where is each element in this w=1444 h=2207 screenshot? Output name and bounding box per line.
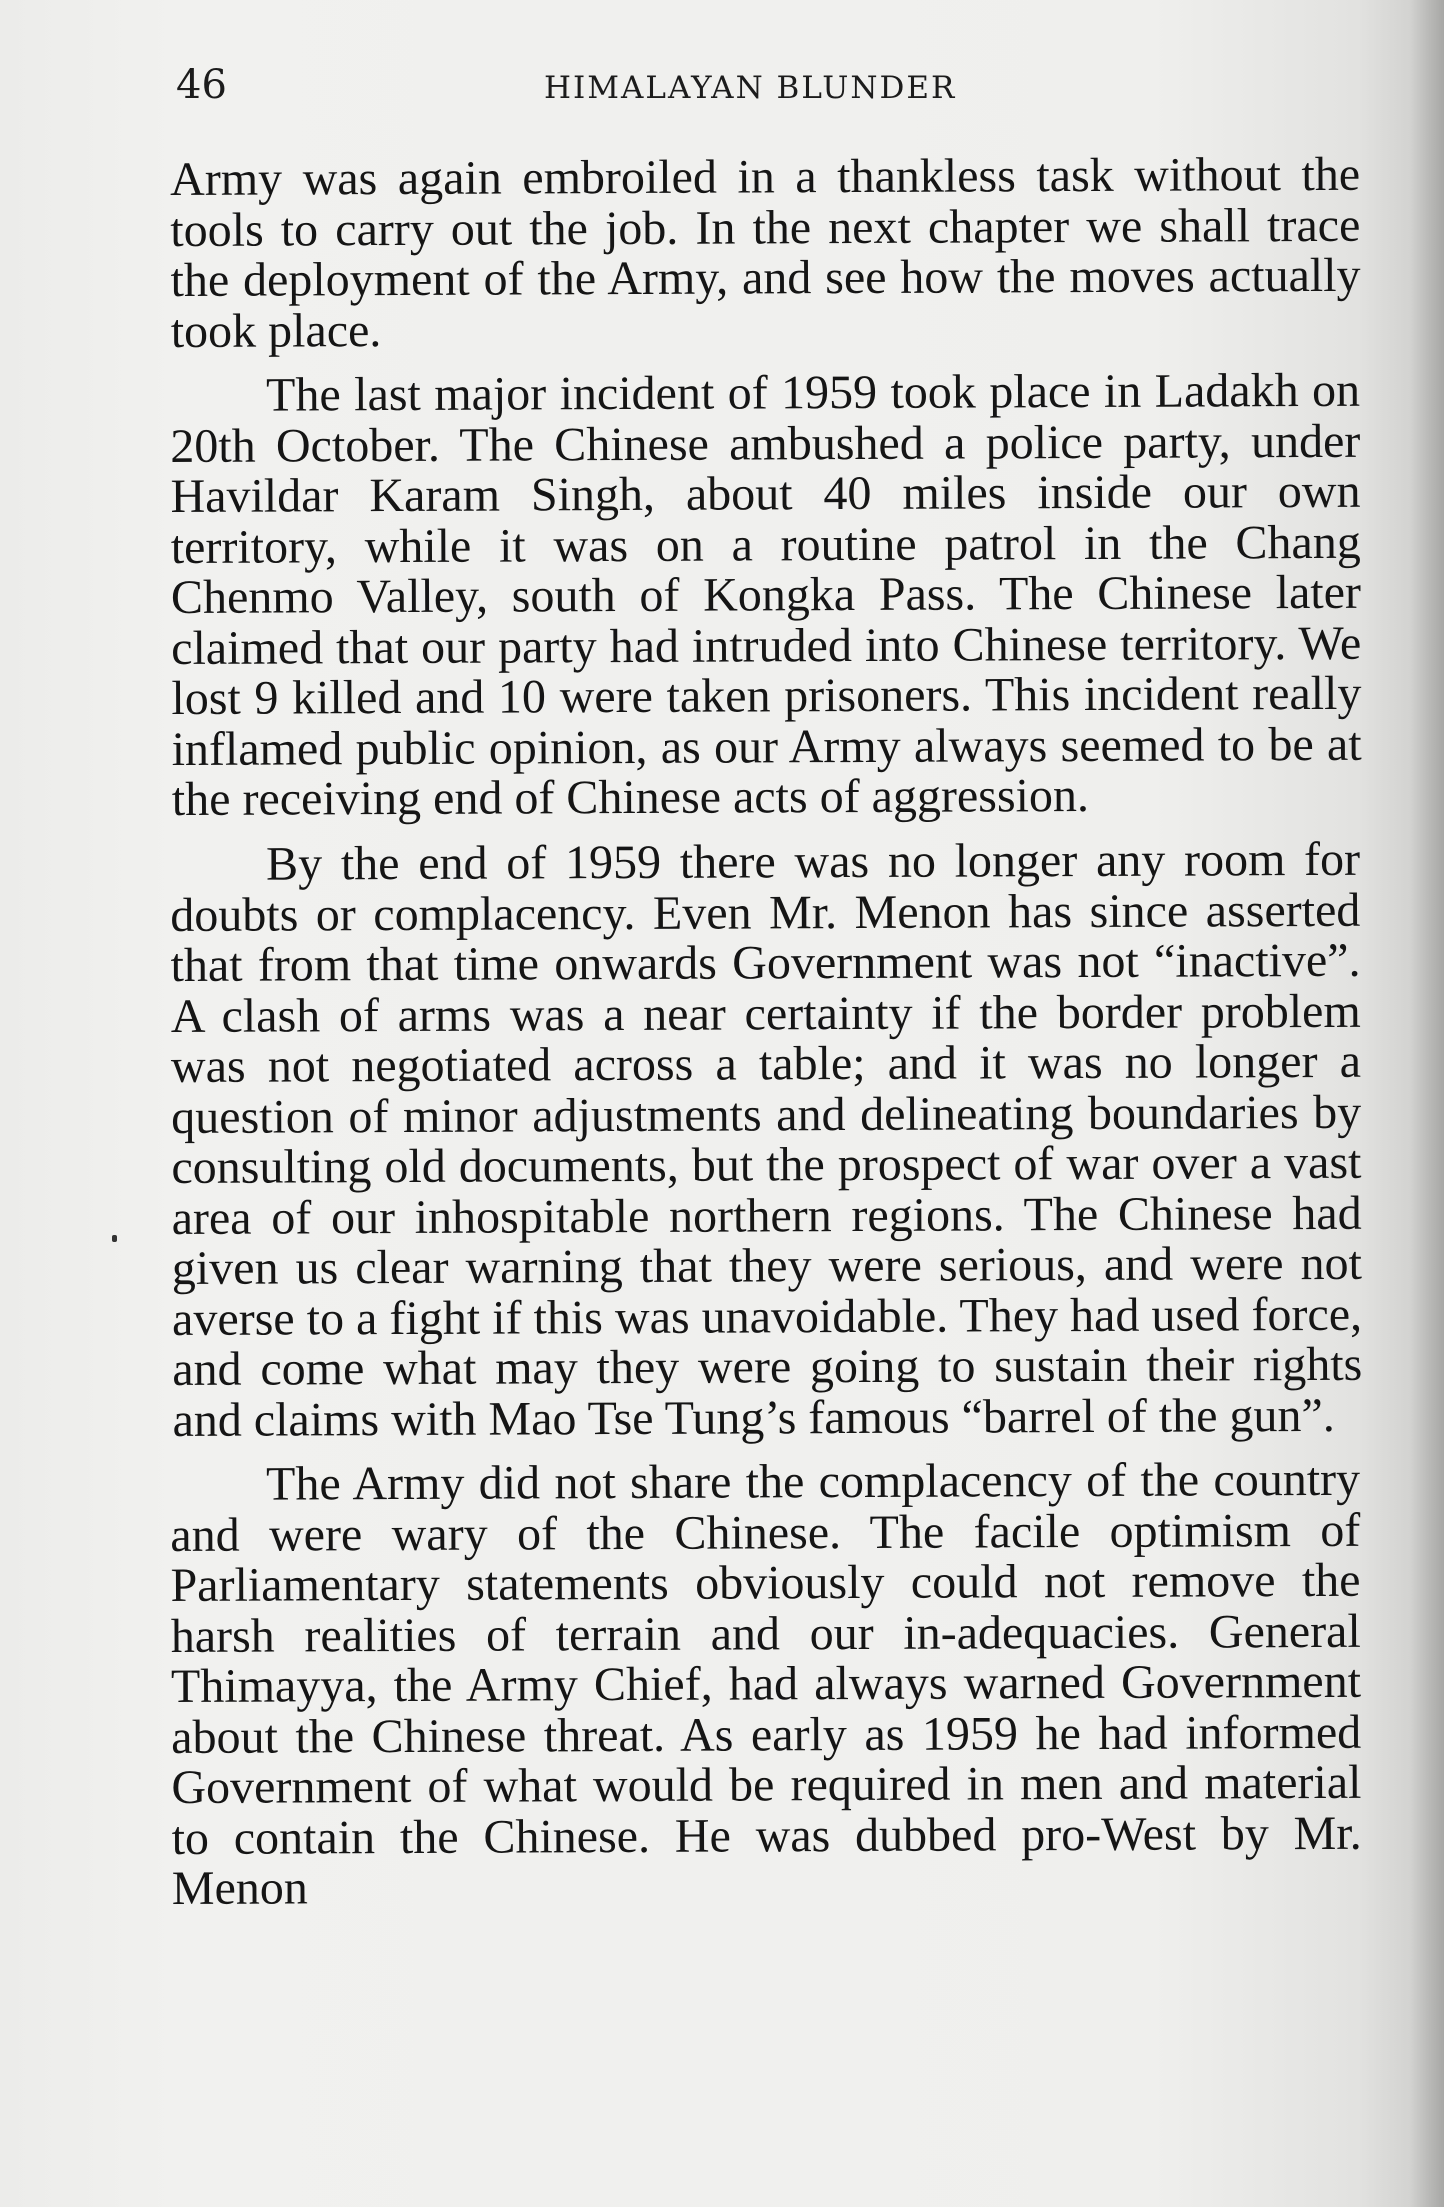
stray-ink-mark bbox=[112, 1235, 117, 1242]
paragraph-1: Army was again embroiled in a thankless task without the tools to carry out the job. In the next chapter we shall trace the deployment of the Army, and see how the moves actually took place. bbox=[169, 147, 1361, 358]
page-number: 46 bbox=[176, 62, 227, 108]
running-head bbox=[176, 62, 1334, 112]
paragraph-2: The last major incident of 1959 took place in Ladakh on 20th October. The Chinese ambushed a police party, under Havildar Karam Singh, about 40 miles inside our own territory, while it was on a routine patrol in the Chang Chenmo Valley, south of Kongka Pass. The Chinese later claimed that our party had intruded into Chinese territory. We lost 9 killed and 10 were taken prisoners. This incident really inflamed public opinion, as our Army always seemed to be at the receiving end of Chinese acts of aggression. bbox=[170, 363, 1362, 826]
body-text bbox=[169, 147, 1363, 1915]
paragraph-3: By the end of 1959 there was no longer any room for doubts or complacency. Even Mr. Menon has since asserted that from that time onwards Government was not “inactive”. A clash of arms was a near certainty if the border problem was not negotiated across a table; and it was no longer a question of minor adjustments and delineating boundaries by consulting old documents, but the prospect of war over a vast area of our inhospitable northern regions. The Chinese had given us clear warning that they were serious, and were not averse to a fight if this was unavoidable. They had used force, and come what may they were going to sustain their rights and claims with Mao Tse Tung’s famous “barrel of the gun”. bbox=[170, 832, 1363, 1446]
page-gutter-shadow bbox=[1410, 0, 1444, 2207]
paragraph-4: The Army did not share the complacency of the country and were wary of the Chinese. The facile optimism of Parliamentary statements obviously could not remove the harsh realities of terrain and our in-adequacies. General Thimayya, the Army Chief, had always warned Government about the Chinese threat. As early as 1959 he had informed Government of what would be required in men and material to contain the Chinese. He was dubbed pro-West by Mr. Menon bbox=[170, 1452, 1362, 1915]
book-title: HIMALAYAN BLUNDER bbox=[544, 70, 957, 106]
